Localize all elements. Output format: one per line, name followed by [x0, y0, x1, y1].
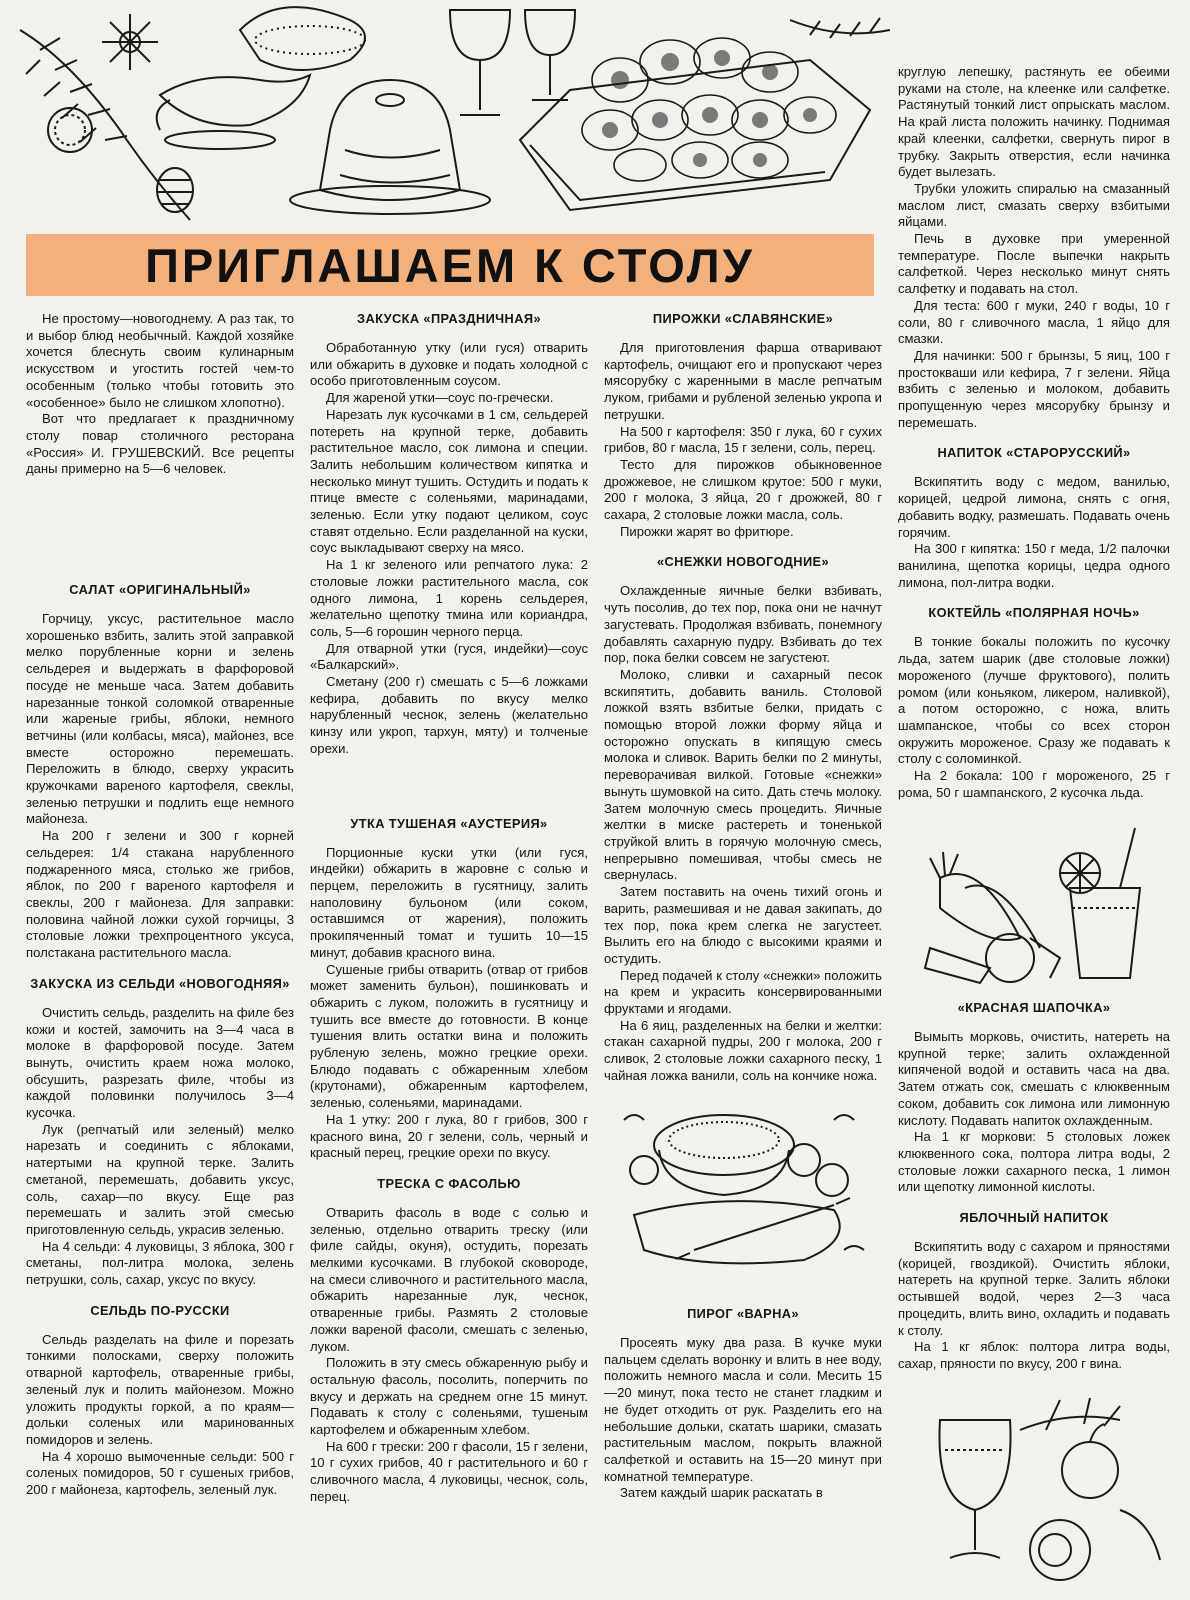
- recipe-paragraph: На 1 утку: 200 г лука, 80 г грибов, 300 г красного вина, 20 г зелени, соль, черный и красный перец, грецкие орехи по вкусу.: [310, 1111, 588, 1161]
- recipe-heading: СЕЛЬДЬ ПО-РУССКИ: [90, 1302, 230, 1318]
- carrot-drawing: [920, 818, 1160, 988]
- apple-glass-drawing: [920, 1390, 1170, 1590]
- recipe-heading: «СНЕЖКИ НОВОГОДНИЕ»: [656, 554, 830, 570]
- festive-table-drawing: [10, 0, 890, 228]
- recipe-heading: ЗАКУСКА «ПРАЗДНИЧНАЯ»: [357, 311, 541, 326]
- festive-table-illustration: [10, 0, 890, 228]
- recipe-paragraph: Для отварной утки (гуся, индейки)—соус «Балкарский».: [310, 640, 588, 673]
- recipe-heading: НАПИТОК «СТАРОРУССКИЙ»: [937, 445, 1131, 461]
- recipe-paragraph: Пирожки жарят во фритюре.: [620, 523, 794, 539]
- recipe-paragraph: На 1 кг яблок: полтора литра воды, сахар, пряности по вкусу, 200 г вина.: [898, 1339, 1170, 1371]
- recipe-paragraph: Для приготовления фарша отваривают картофель, очищают его и пропускают через мясорубку с жаренными в масле репчатым луком, грибами и рубленой зеленью укропа и петрушки.: [604, 340, 882, 422]
- recipe-heading: КОКТЕЙЛЬ «ПОЛЯРНАЯ НОЧЬ»: [928, 605, 1140, 621]
- column-2: [310, 311, 588, 1506]
- column-4: [898, 64, 1170, 801]
- recipe-paragraph: На 2 бокала: 100 г мороженого, 25 г рома, 50 г шампанского, 2 кусочка льда.: [898, 768, 1170, 800]
- title-banner: [26, 234, 874, 296]
- recipe-paragraph: Вскипятить воду с медом, ванилью, корицей, цедрой лимона, снять с огня, добавить водку, размешать. Подавать очень горячим.: [898, 474, 1170, 540]
- recipe-paragraph: Сельдь разделать на филе и порезать тонкими полосками, сверху положить отварной картофель, отваренные грибы, зеленый лук и полить майонезом. Можно уложить продукты горкой, а по краям—дольки соленых или маринованных помидоров и зелень.: [26, 1331, 294, 1447]
- recipe-heading: УТКА ТУШЕНАЯ «АУСТЕРИЯ»: [350, 815, 548, 831]
- carrot-juice-illustration: [920, 818, 1160, 988]
- recipe-paragraph: На 1 кг моркови: 5 столовых ложек клюквенного сока, полтора литра воды, 2 столовые ложки сахарного песка, 1 лимон или щепотку лимонной кислоты.: [898, 1129, 1170, 1195]
- recipe-heading: ЗАКУСКА ИЗ СЕЛЬДИ «НОВОГОДНЯЯ»: [30, 975, 290, 991]
- recipe-paragraph: Для теста: 600 г муки, 240 г воды, 10 г соли, 80 г сливочного масла, 1 яйцо для смазки.: [898, 297, 1170, 347]
- recipe-paragraph: Печь в духовке при умеренной температуре. После выпечки накрыть салфеткой. Через несколько минут снять салфетку и подавать на стол.: [898, 231, 1170, 297]
- column-4-lower: [898, 1000, 1170, 1373]
- recipe-paragraph: Нарезать лук кусочками в 1 см, сельдерей потереть на крупной терке, добавить растительное масло, сок лимона и специи. Залить небольшим количеством кипятка и несколько минут тушить. Остудить и подать к птице вместе с соленьями, маринадами, зеленью. Если утку подают целиком, соус ставят отдельно. Если разделанной на куски, соус выкладывают сверху на мясо.: [310, 406, 588, 556]
- recipe-heading: «КРАСНАЯ ШАПОЧКА»: [957, 1000, 1111, 1015]
- page-title: ПРИГЛАШАЕМ К СТОЛУ: [145, 238, 755, 292]
- recipe-paragraph: Просеять муку два раза. В кучке муки пальцем сделать воронку и влить в нее воду, положить немного масла и соли. Месить 15—20 минут, пока тесто не станет гладким и не будет отходить от рук. Разделить его на небольшие дольки, скатать шарики, смазать растительным маслом, покрыть влажной салфеткой и оставить на 15—20 минут при комнатной температуре.: [604, 1335, 882, 1484]
- recipe-paragraph: Горчицу, уксус, растительное масло хорошенько взбить, залить этой заправкой мелко порубленные корни и зелень сельдерея и выдержать в фарфоровой посуде не меньше часа. Затем добавить нарезанные тонкой соломкой отваренные или жареные грибы, яблоки, немного ветчины (или колбасы, мяса), майонез, все вместе осторожно перемешать. Переложить в блюдо, сверху украсить кружочками вареного картофеля, свеклы, зеленью петрушки и подлить еще немного майонеза.: [26, 611, 294, 827]
- intro-paragraph: Не простому—новогоднему. А раз так, то и выбор блюд необычный. Каждой хозяйке хочется блеснуть своим кулинарным искусством и угостить гостей чем-то особенным (только чтобы готовить это «особенное» было не слишком хлопотно).: [26, 311, 294, 410]
- recipe-paragraph: Охлажденные яичные белки взбивать, чуть посолив, до тех пор, пока они не начнут загустевать. Продолжая взбивать, понемногу добавлять сахарную пудру. Взбивать до тех пор, пока белки совсем не загустеют.: [604, 583, 882, 666]
- recipe-paragraph: Для начинки: 500 г брынзы, 5 яиц, 100 г простокваши или кефира, 7 г зелени. Яйца взбить с зеленью и молоком, добавить пропущенную через мясорубку брынзу и перемешать.: [898, 347, 1170, 430]
- recipe-paragraph: Для жареной утки—соус по-гречески.: [326, 390, 554, 406]
- pie-rolling-pin-illustration: [604, 1100, 876, 1270]
- recipe-paragraph: На 4 хорошо вымоченные сельди: 500 г соленых помидоров, 50 г сушеных грибов, 200 г майонеза, картофель, зеленый лук.: [26, 1448, 294, 1498]
- recipe-paragraph: круглую лепешку, растянуть ее обеими руками на столе, на клеенке или салфетке. Растянутый тонкий лист опрыскать маслом. На край листа положить начинку. Поднимая край клеенки, салфетки, свернуть пирог в трубку. Закрыть отверстия, если начинка будет вылезать.: [898, 64, 1170, 180]
- recipe-paragraph: На 6 яиц, разделенных на белки и желтки: стакан сахарной пудры, 200 г молока, 200 г сливок, 2 столовые ложки сахарного песку, 1 чайная ложка ванили, соль на кончике ножа.: [604, 1017, 882, 1083]
- recipe-heading: ТРЕСКА С ФАСОЛЬЮ: [377, 1175, 521, 1191]
- recipe-paragraph: Вымыть морковь, очистить, натереть на крупной терке; залить охлажденной кипяченой водой и оставить часа на два. Затем отжать сок, смешать с клюквенным соком, добавить сок лимона или лимонную кислоту. Подавать напиток охлажденным.: [898, 1029, 1170, 1128]
- recipe-paragraph: Положить в эту смесь обжаренную рыбу и остальную фасоль, посолить, поперчить по вкусу и держать на среднем огне 15 минут. Подавать к столу с соленьями, тушеным картофелем и обжаренным хлебом.: [310, 1355, 588, 1438]
- recipe-paragraph: На 600 г трески: 200 г фасоли, 15 г зелени, 10 г сухих грибов, 40 г растительного и 60 г сливочного масла, 4 луковицы, чеснок, соль, перец.: [310, 1438, 588, 1504]
- recipe-paragraph: Очистить сельдь, разделить на филе без кожи и костей, замочить на 3—4 часа в молоке в фарфоровой посуде. Затем вынуть, очистить краем ножа молоко, обсушить, разрезать филе, чтобы из каждой половинки получилось 3—4 кусочка.: [26, 1004, 294, 1121]
- recipe-paragraph: В тонкие бокалы положить по кусочку льда, затем шарик (две столовые ложки) мороженого (лучше фруктового), полить ромом (или коньяком, ликером, наливкой), а потом осторожно, с ножа, влить шампанское, чтобы со всех сторон окружить мороженое. Сразу же подавать к столу с соломинкой.: [898, 634, 1170, 767]
- recipe-paragraph: Лук (репчатый или зеленый) мелко нарезать и соединить с яблоками, натертыми на крупной терке. Залить сметаной, перемешать, добавить уксус, соль, сахар—по вкусу. Еще раз перемешать и залить этой смесью приготовленную сельдь, украсив зеленью.: [26, 1121, 294, 1237]
- recipe-paragraph: Трубки уложить спиралью на смазанный маслом лист, смазать сверху взбитыми яйцами.: [898, 180, 1170, 230]
- recipe-paragraph: Сметану (200 г) смешать с 5—6 ложками кефира, добавить по вкусу мелко нарубленный чеснок, зелень (желательно кинзу или укроп, тархун, мяту) и толченые орехи.: [310, 674, 588, 756]
- apple-drink-illustration: [920, 1390, 1170, 1590]
- recipe-paragraph: Порционные куски утки (или гуся, индейки) обжарить в жаровне с солью и перцем, переложить в гусятницу, залить наполовину бульоном (или соком, оставшимся от жарения), положить прокипяченный томат и тушить 10—15 минут, добавив красного вина.: [310, 844, 588, 960]
- column-1: [26, 311, 294, 1499]
- recipe-paragraph: Тесто для пирожков обыкновенное дрожжевое, не слишком крутое: 500 г муки, 200 г молока, 3 яйца, 20 г дрожжей, 80 г сахара, 2 столовые ложки масла, соль.: [604, 456, 882, 523]
- recipe-heading: ЯБЛОЧНЫЙ НАПИТОК: [959, 1210, 1109, 1226]
- recipe-paragraph: На 500 г картофеля: 350 г лука, 60 г сухих грибов, 80 г масла, 15 г зелени, соль, перец.: [604, 423, 882, 456]
- column-3: [604, 311, 882, 1085]
- pie-drawing: [604, 1100, 876, 1270]
- recipe-paragraph: Сушеные грибы отварить (отвар от грибов может заменить бульон), пошинковать и обжарить с луком, положить в гусятницу и тушить все вместе до готовности. В конце тушения влить остатки вина и положить рубленую зелень, можно грецкие орехи. Блюдо подавать с обжаренным хлебом (крутонами), обжаренным картофелем, зеленью, соленьями, маринадами.: [310, 961, 588, 1111]
- recipe-paragraph: Перед подачей к столу «снежки» положить на крем и украсить консервированными фруктами и ягодами.: [604, 967, 882, 1017]
- column-gap: [26, 478, 294, 568]
- recipe-paragraph: На 200 г зелени и 300 г корней сельдерея: 1/4 стакана нарубленного поджаренного мяса, столько же грибов, яблок, по 200 г вареного картофеля и свеклы, 200 г майонеза. Для заправки: половина чайной ложки сухой горчицы, 3 столовые ложки трехпроцентного уксуса, полстакана растительного масла.: [26, 828, 294, 961]
- recipe-paragraph: Затем поставить на очень тихий огонь и варить, размешивая и не давая закипать, до тех пор, пока крем слегка не загустеет. Вылить его на блюдо с высокими краями и остудить.: [604, 884, 882, 966]
- recipe-heading: ПИРОГ «ВАРНА»: [687, 1306, 799, 1321]
- column-3-lower: [604, 1306, 882, 1502]
- recipe-paragraph: На 4 сельди: 4 луковицы, 3 яблока, 300 г сметаны, пол-литра молока, зелень петрушки, соль, сахар, уксус по вкусу.: [26, 1238, 294, 1288]
- recipe-paragraph: Отварить фасоль в воде с солью и зеленью, отдельно отварить треску (или филе сайды, окуня), остудить, порезать мелкими кусочками. В глубокой сковороде, на смеси сливочного и растительного масла, обжарить нарезанные лук, чеснок, отваренные грибы. Размять 2 столовые ложки вареной фасоли, смешать с зеленью, луком.: [310, 1204, 588, 1354]
- recipe-paragraph: Затем каждый шарик раскатать в: [620, 1485, 823, 1501]
- recipe-paragraph: Обработанную утку (или гуся) отварить или обжарить в духовке и подать холодной с особо приготовленным соусом.: [310, 340, 588, 389]
- recipe-paragraph: Молоко, сливки и сахарный песок вскипятить, добавить ваниль. Столовой ложкой взять взбитые белки, придать с помощью второй ложки форму яйца и осторожно опускать в кипящую смесь молока и сливок. Варить белки по 2 минуты, переворачивая вилкой. Готовые «снежки» вынуть шумовкой на сито. Дать стечь молоку. Затем молочную смесь процедить. Яичные желтки в миске растереть и тоненькой струйкой влить в горячую молочную смесь, непрерывно помешивая, чтобы смесь не свернулась.: [604, 666, 882, 883]
- recipe-paragraph: На 1 кг зеленого или репчатого лука: 2 столовые ложки растительного масла, сок одного лимона, 1 корень сельдерея, желательно щепотку тмина или кориандра, соль, 5—6 горошин черного перца.: [310, 557, 588, 639]
- intro-paragraph: Вот что предлагает к праздничному столу повар столичного ресторана «Россия» И. ГРУШЕВСКИЙ. Все рецепты даны примерно на 5—6 человек.: [26, 411, 294, 477]
- recipe-paragraph: Вскипятить воду с сахаром и пряностями (корицей, гвоздикой). Очистить яблоки, натереть на крупной терке. Залить яблоки остывшей водой, через 2—3 часа процедить, влить вино, охладить и подавать к столу.: [898, 1239, 1170, 1338]
- recipe-heading: ПИРОЖКИ «СЛАВЯНСКИЕ»: [652, 311, 834, 326]
- column-gap: [310, 758, 588, 802]
- recipe-heading: САЛАТ «ОРИГИНАЛЬНЫЙ»: [69, 582, 251, 598]
- recipe-paragraph: На 300 г кипятка: 150 г меда, 1/2 палочки ванилина, щепотка корицы, цедра одного лимона, пол-литра водки.: [898, 541, 1170, 590]
